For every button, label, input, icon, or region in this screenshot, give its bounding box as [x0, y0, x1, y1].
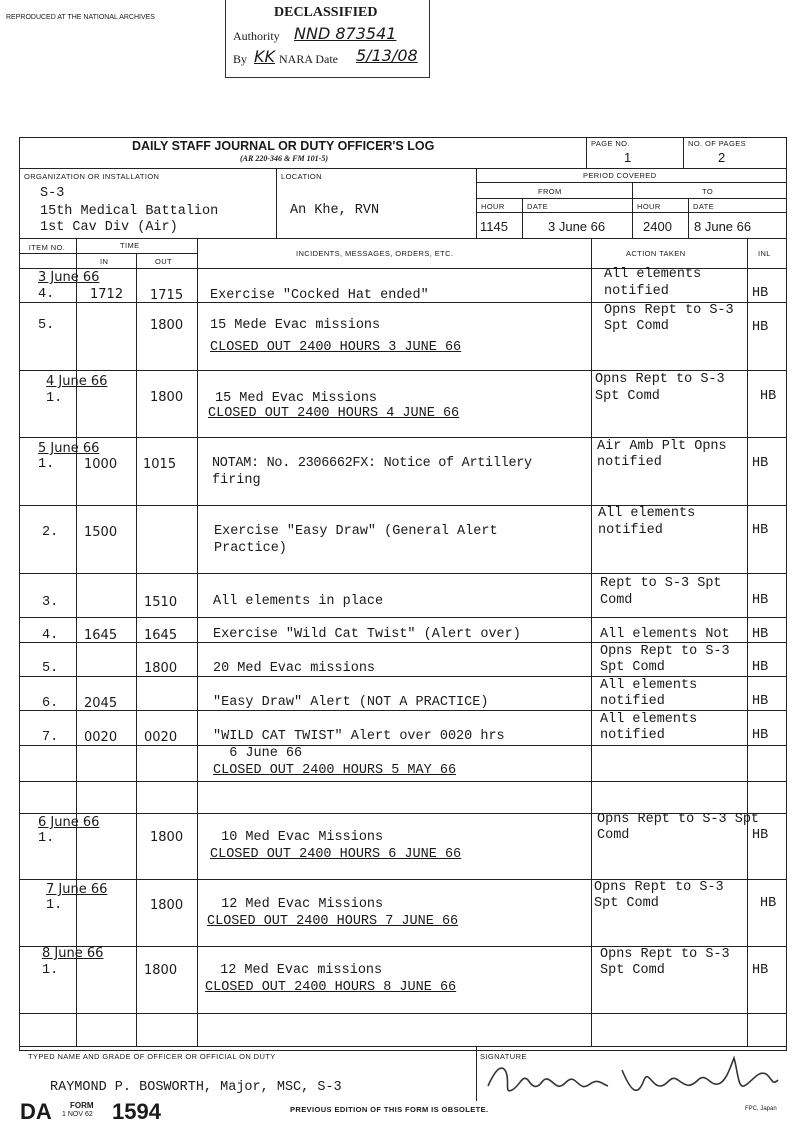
action-text: Spt Comd	[595, 389, 660, 404]
incident-text: NOTAM: No. 2306662FX: Notice of Artillery	[212, 456, 532, 471]
incident-text: Practice)	[214, 541, 287, 556]
closed-out-line: CLOSED OUT 2400 HOURS 4 JUNE 66	[208, 406, 460, 421]
to-label: TO	[702, 187, 714, 196]
inl-label: INL	[758, 249, 771, 258]
action-label: ACTION TAKEN	[626, 249, 686, 258]
action-text: Spt Comd	[600, 963, 665, 978]
closed-out-line: CLOSED OUT 2400 HOURS 3 JUNE 66	[210, 340, 462, 355]
time-in: 0020	[84, 730, 118, 745]
action-text: Opns Rept to S-3	[604, 303, 734, 318]
time-out: 1800	[150, 318, 184, 333]
incident-text: 20 Med Evac missions	[213, 661, 376, 676]
entry-date: 8 June 66	[42, 946, 104, 961]
item-no: 1.	[46, 391, 63, 406]
signature	[482, 1050, 782, 1102]
entry-date: 6 June 66	[38, 815, 100, 830]
initials: HB	[752, 523, 769, 538]
initials: HB	[752, 320, 769, 335]
action-text: All elements	[598, 506, 696, 521]
initials: HB	[752, 828, 769, 843]
typed-name-value: RAYMOND P. BOSWORTH, Major, MSC, S-3	[50, 1080, 342, 1095]
org-label: ORGANIZATION OR INSTALLATION	[24, 172, 160, 181]
action-text: Air Amb Plt Opns	[597, 439, 727, 454]
entry-date: 7 June 66	[46, 882, 108, 897]
incident-text: 15 Mede Evac missions	[210, 318, 381, 333]
period-label: PERIOD COVERED	[583, 171, 657, 180]
time-label: TIME	[120, 241, 140, 250]
nara-date-value: 5/13/08	[356, 46, 418, 65]
initials: HB	[752, 286, 769, 301]
initials: HB	[752, 728, 769, 743]
incident-text: 10 Med Evac Missions	[213, 830, 384, 845]
item-no: 5.	[38, 318, 55, 333]
item-no: 1.	[46, 898, 63, 913]
time-in: 1645	[84, 628, 118, 643]
closed-out-line: CLOSED OUT 2400 HOURS 6 JUNE 66	[210, 847, 462, 862]
item-no: 7.	[42, 730, 59, 745]
form-title: DAILY STAFF JOURNAL OR DUTY OFFICER'S LOG	[132, 139, 435, 153]
incident-text: 12 Med Evac missions	[212, 963, 383, 978]
incident-text: firing	[212, 473, 261, 488]
incident-text: All elements in place	[213, 594, 384, 609]
form-number: 1594	[112, 1099, 161, 1124]
action-text: notified	[600, 728, 665, 743]
org-line-3: 1st Cav Div (Air)	[40, 220, 178, 235]
time-in: 1000	[84, 457, 118, 472]
incident-text: "Easy Draw" Alert (NOT A PRACTICE)	[213, 695, 489, 710]
to-date-label: DATE	[693, 202, 715, 211]
action-text: Rept to S-3 Spt	[600, 576, 722, 591]
to-hour-value: 2400	[643, 219, 672, 234]
entry-date: 4 June 66	[46, 374, 108, 389]
printer-mark: FPC, Japan	[745, 1106, 777, 1112]
action-text: Opns Rept to S-3	[600, 947, 730, 962]
time-in: 2045	[84, 696, 118, 711]
action-text: Opns Rept to S-3 Spt	[597, 812, 760, 827]
time-out: 1510	[144, 595, 178, 610]
action-text: Opns Rept to S-3	[594, 880, 724, 895]
item-no: 1.	[42, 963, 59, 978]
time-out: 1800	[144, 661, 178, 676]
action-text: notified	[597, 455, 662, 470]
signature-scrawl	[482, 1050, 782, 1102]
incidents-label: INCIDENTS, MESSAGES, ORDERS, ETC.	[296, 249, 454, 258]
closed-out-line: CLOSED OUT 2400 HOURS 8 JUNE 66	[205, 980, 457, 995]
page-no-label: PAGE NO.	[591, 139, 630, 148]
item-no: 3.	[42, 595, 59, 610]
declass-title: DECLASSIFIED	[274, 5, 378, 20]
action-text: All elements Not	[600, 627, 730, 642]
from-hour-label: HOUR	[481, 202, 505, 211]
item-no-label: ITEM NO.	[28, 243, 66, 252]
item-no: 4.	[42, 628, 59, 643]
in-label: IN	[100, 257, 109, 266]
page-no-value: 1	[624, 150, 632, 165]
incident-text: 15 Med Evac Missions	[215, 391, 378, 406]
to-date-value: 8 June 66	[694, 219, 752, 234]
from-label: FROM	[538, 187, 562, 196]
initials: HB	[752, 963, 769, 978]
initials: HB	[752, 456, 769, 471]
item-no: 1.	[38, 457, 55, 472]
item-no: 1.	[38, 831, 55, 846]
time-out: 1800	[150, 898, 184, 913]
action-text: notified	[600, 694, 665, 709]
location-label: LOCATION	[281, 172, 322, 181]
location-value: An Khe, RVN	[290, 203, 380, 218]
action-text: Comd	[597, 828, 630, 843]
time-out: 1800	[150, 830, 184, 845]
form-da: DA	[20, 1099, 52, 1124]
action-text: All elements	[600, 712, 698, 727]
to-hour-label: HOUR	[637, 202, 661, 211]
initials: HB	[752, 627, 769, 642]
action-text: Spt Comd	[594, 896, 659, 911]
by-value: KK	[254, 47, 275, 66]
incident-text: "WILD CAT TWIST" Alert over 0020 hrs	[213, 729, 505, 744]
org-line-2: 15th Medical Battalion	[40, 204, 219, 219]
signature-label: SIGNATURE	[480, 1052, 527, 1061]
time-out: 1800	[144, 963, 178, 978]
action-text: notified	[604, 284, 669, 299]
item-no: 2.	[42, 525, 59, 540]
authority-label: Authority	[233, 29, 280, 43]
time-out: 1645	[144, 628, 178, 643]
org-line-1: S-3	[40, 186, 65, 201]
out-label: OUT	[155, 257, 173, 266]
incident-text: Exercise "Cocked Hat ended"	[210, 288, 429, 303]
authority-value: NND 873541	[294, 24, 397, 43]
nara-date-label: NARA Date	[279, 52, 338, 66]
entry-date: 5 June 66	[38, 441, 100, 456]
no-pages-value: 2	[718, 150, 726, 165]
action-text: Comd	[600, 593, 633, 608]
initials: HB	[752, 694, 769, 709]
action-text: Spt Comd	[600, 660, 665, 675]
from-hour-value: 1145	[480, 219, 508, 234]
obsolete-notice: PREVIOUS EDITION OF THIS FORM IS OBSOLETE.	[290, 1105, 489, 1114]
no-pages-label: NO. OF PAGES	[688, 139, 747, 148]
form-word: FORM	[70, 1101, 94, 1110]
declassification-stamp	[225, 0, 430, 78]
item-no: 6.	[42, 696, 59, 711]
entry-date: 3 June 66	[38, 270, 100, 285]
initials: HB	[752, 660, 769, 675]
time-out: 1800	[150, 390, 184, 405]
incident-text: 12 Med Evac Missions	[213, 897, 384, 912]
by-label: By	[233, 52, 248, 66]
closed-out-line: CLOSED OUT 2400 HOURS 5 MAY 66	[213, 763, 457, 778]
incident-text: 6 June 66	[213, 746, 303, 761]
item-no: 5.	[42, 661, 59, 676]
initials: HB	[752, 593, 769, 608]
closed-out-line: CLOSED OUT 2400 HOURS 7 JUNE 66	[207, 914, 459, 929]
time-out: 1015	[143, 457, 177, 472]
typed-name-label: TYPED NAME AND GRADE OF OFFICER OR OFFICIAL ON DUTY	[28, 1052, 276, 1061]
action-text: notified	[598, 523, 663, 538]
form-subtitle: (AR 220-346 & FM 101-5)	[240, 154, 328, 163]
time-in: 1500	[84, 525, 118, 540]
action-text: All elements	[600, 678, 698, 693]
time-out: 1715	[150, 288, 184, 303]
time-in: 1712	[90, 287, 124, 302]
incident-text: Exercise "Wild Cat Twist" (Alert over)	[213, 627, 521, 642]
action-text: Opns Rept to S-3	[600, 644, 730, 659]
initials: HB	[760, 389, 777, 404]
action-text: All elements	[604, 267, 702, 282]
from-date-label: DATE	[527, 202, 549, 211]
action-text: Spt Comd	[604, 319, 669, 334]
from-date-value: 3 June 66	[548, 219, 606, 234]
incident-text: Exercise "Easy Draw" (General Alert	[214, 524, 498, 539]
action-text: Opns Rept to S-3	[595, 372, 725, 387]
item-no: 4.	[38, 287, 55, 302]
initials: HB	[760, 896, 777, 911]
archive-stamp: REPRODUCED AT THE NATIONAL ARCHIVES	[6, 14, 155, 21]
time-out: 0020	[144, 730, 178, 745]
form-date: 1 NOV 62	[62, 1111, 93, 1118]
